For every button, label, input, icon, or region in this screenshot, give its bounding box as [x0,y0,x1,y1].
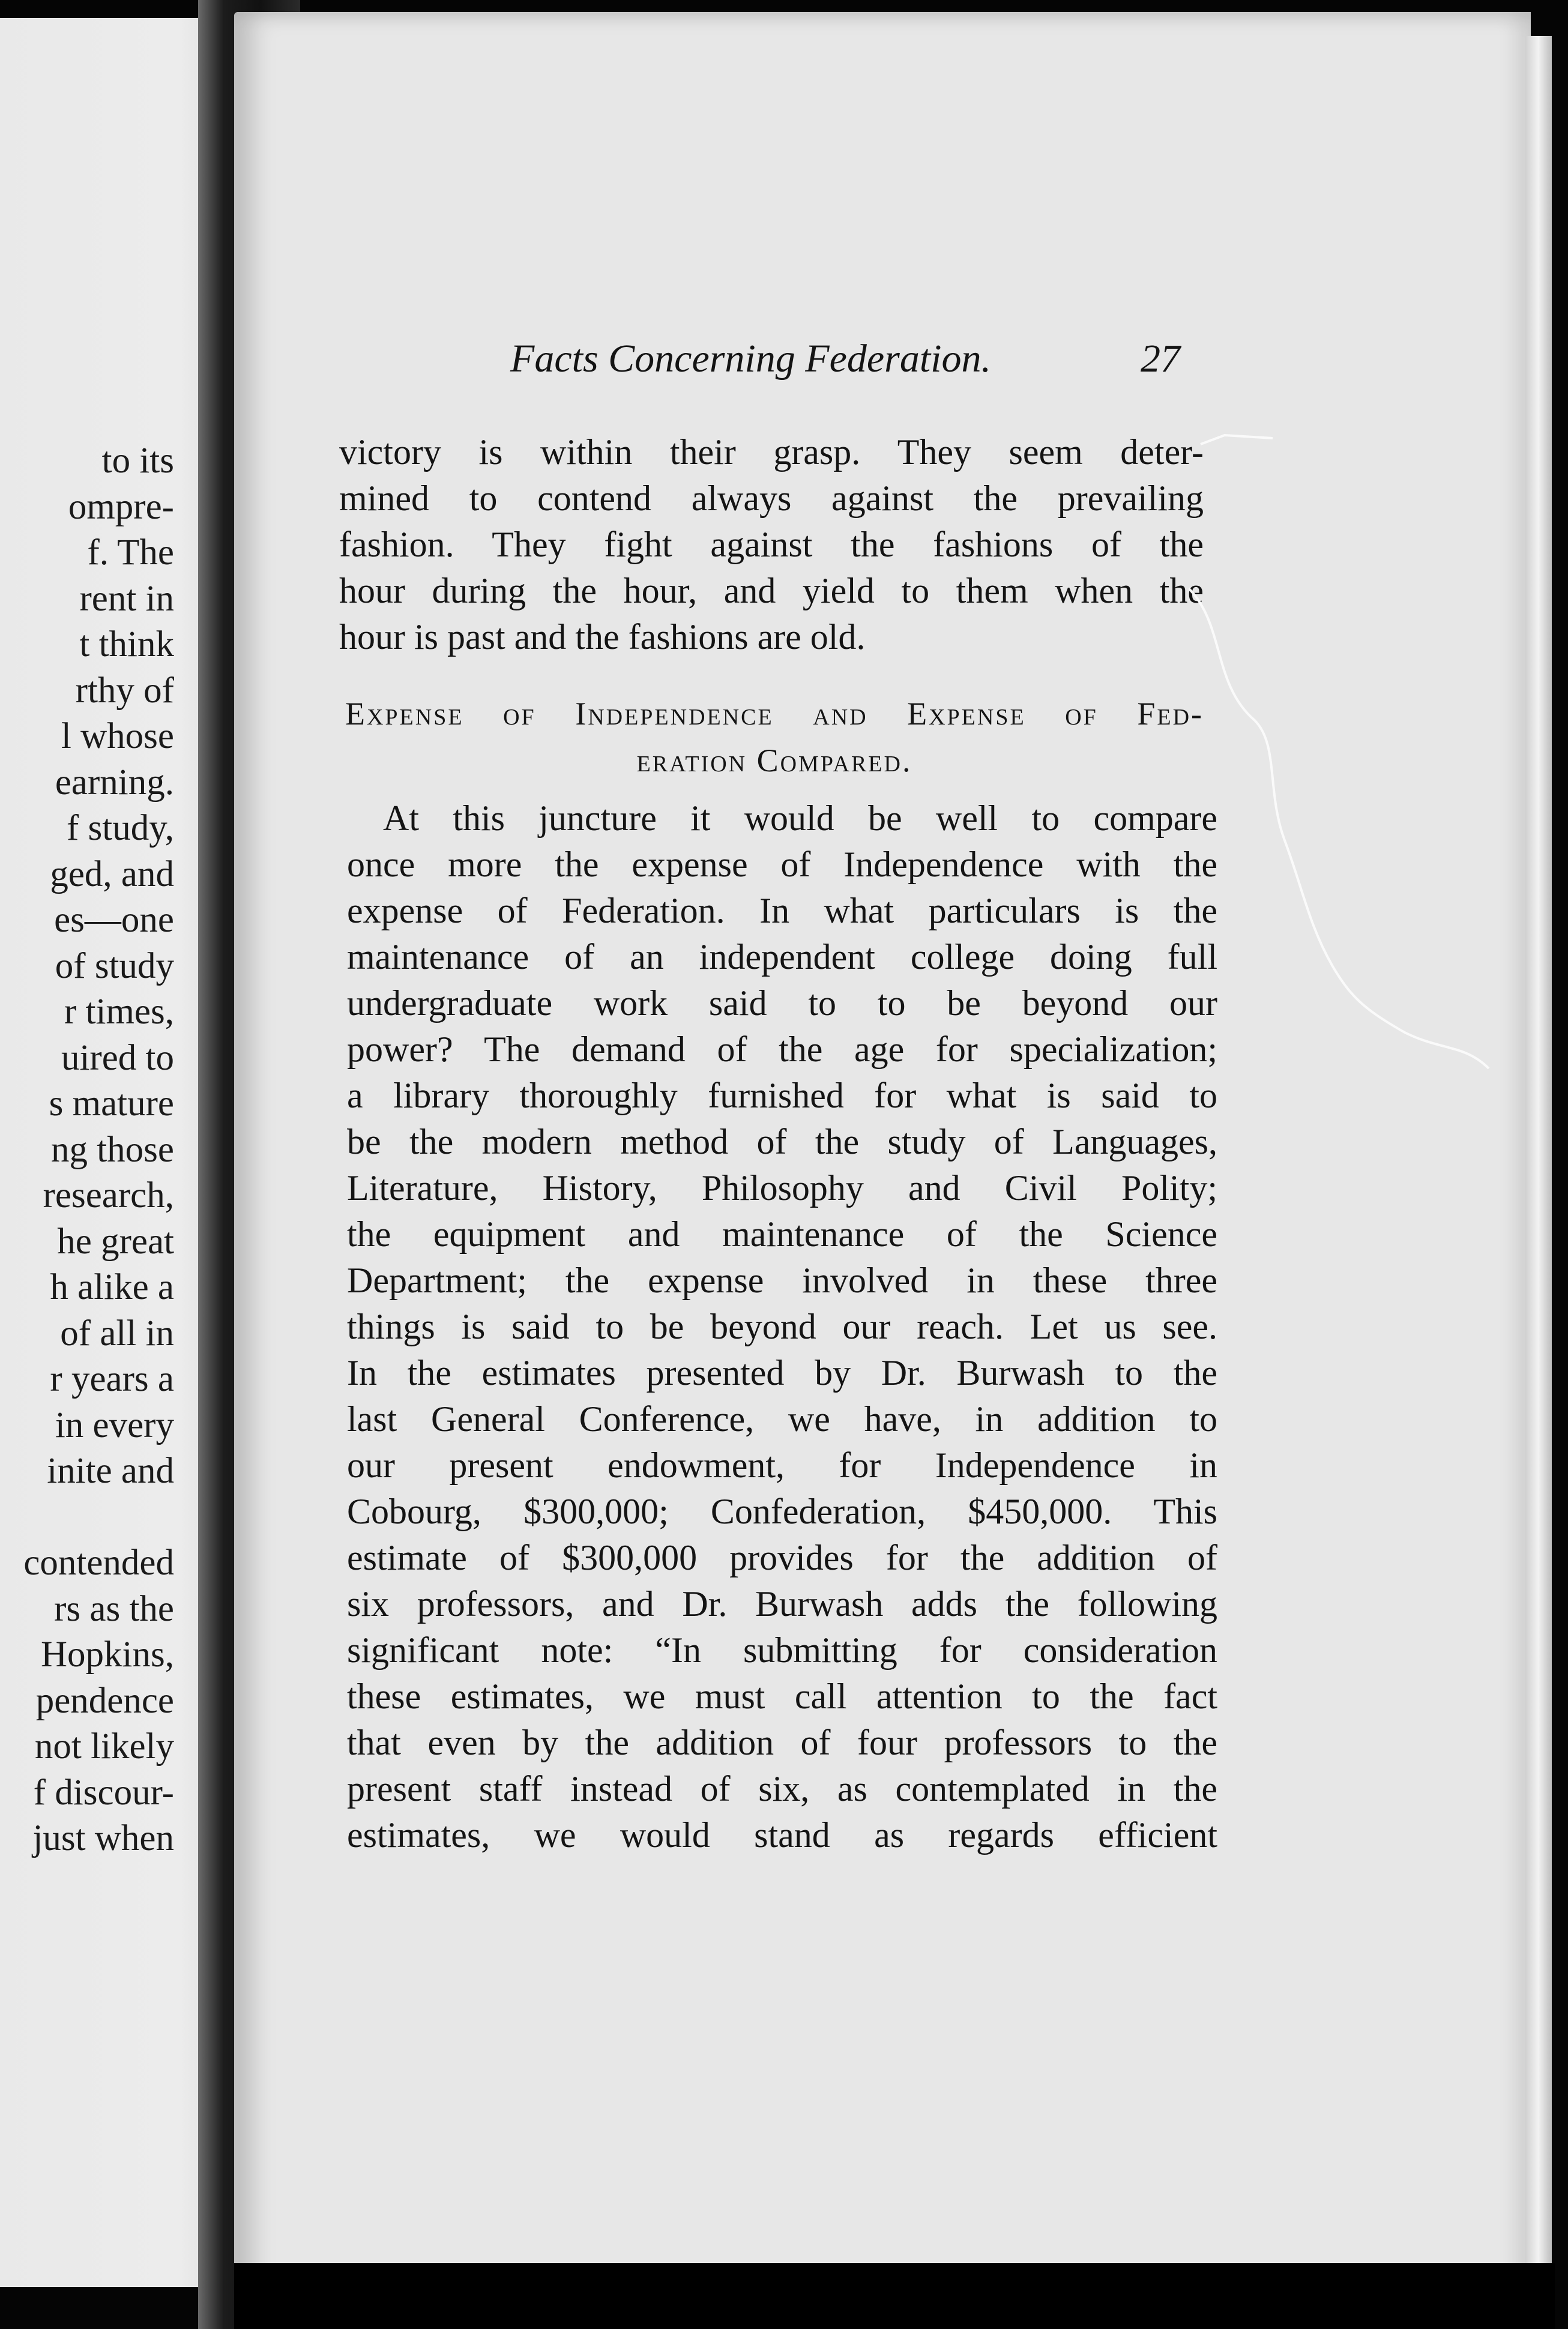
left-page-line: ged, and [50,854,174,894]
text-line: estimate of $300,000 provides for the addition of [347,1538,1217,1577]
left-page-line: uired to [61,1037,174,1078]
left-page-line: f. The [87,532,174,573]
text-line: Department; the expense involved in these three [347,1261,1217,1300]
left-page-line: f discour- [33,1772,174,1813]
left-page-line: l whose [61,716,174,756]
text-line: power? The demand of the age for specialization; [347,1029,1217,1069]
text-line: last General Conference, we have, in addition to [347,1399,1217,1439]
text-line: things is said to be beyond our reach. Let us see. [347,1307,1217,1346]
text-line: present staff instead of six, as contemplated in the [347,1769,1217,1809]
text-line: fashion. They fight against the fashions of the [339,525,1204,564]
page-number: 27 [1141,337,1180,381]
left-page-line: earning. [55,762,174,803]
left-page-line: not likely [34,1726,174,1767]
text-line: expense of Federation. In what particulars is the [347,891,1217,930]
running-head: Facts Concerning Federation. [510,337,992,381]
text-line: hour during the hour, and yield to them when the [339,571,1204,610]
text-line: Cobourg, $300,000; Confederation, $450,000. This [347,1492,1217,1531]
text-line: be the modern method of the study of Languages, [347,1122,1217,1161]
left-page-line: t think [79,624,174,664]
text-line: the equipment and maintenance of the Science [347,1214,1217,1254]
text-line: estimates, we would stand as regards efficient [347,1815,1217,1855]
left-page-line: r years a [50,1359,174,1399]
paragraph-1 [339,429,1204,660]
left-page-line: research, [43,1175,174,1216]
left-page-line: to its [101,441,174,481]
left-page-line: in every [55,1405,174,1445]
left-page-line: rthy of [75,670,174,711]
text-line: our present endowment, for Independence in [347,1445,1217,1485]
left-page-line: contended [23,1543,174,1583]
left-page-line: h alike a [50,1267,174,1307]
left-page-line: rent in [79,578,174,619]
left-page-line: pendence [35,1680,174,1721]
text-line: a library thoroughly furnished for what is said to [347,1076,1217,1115]
text-line: six professors, and Dr. Burwash adds the following [347,1584,1217,1624]
page-edge [1525,36,1552,2281]
left-page-line: he great [57,1221,174,1262]
text-line: undergraduate work said to to be beyond our [347,983,1217,1023]
text-line: these estimates, we must call attention to the fact [347,1677,1217,1716]
left-page-line: inite and [47,1451,174,1491]
left-page-line: just when [32,1818,174,1858]
text-line: significant note: “In submitting for consideration [347,1630,1217,1670]
left-page-line: es—one [54,900,174,940]
text-line: hour is past and the fashions are old. [339,617,866,657]
text-line: mined to contend always against the prevailing [339,478,1204,518]
left-page-line: rs as the [54,1588,174,1629]
paragraph-2 [347,795,1217,1858]
section-heading-line: eration Compared. [636,743,912,779]
left-page-line: r times, [64,992,174,1032]
left-page-line: ompre- [68,486,174,527]
left-page-line: f study, [66,808,174,848]
left-page-line: ng those [50,1129,174,1170]
text-line: victory is within their grasp. They seem deter- [339,432,1204,472]
text-line: once more the expense of Independence with the [347,845,1217,884]
section-heading-line: Expense of Independence and Expense of Fed- [345,696,1204,732]
paper-crack-mark [1189,432,1501,1152]
text-line: At this juncture it would be well to compare [383,798,1217,838]
scan-bottom-edge [234,2263,1555,2329]
text-line: maintenance of an independent college doing full [347,937,1217,977]
section-heading [345,690,1204,784]
text-line: In the estimates presented by Dr. Burwash to the [347,1353,1217,1393]
text-line: that even by the addition of four professors to the [347,1723,1217,1762]
left-page-line: of study [55,945,174,986]
text-line: Literature, History, Philosophy and Civil Polity; [347,1168,1217,1208]
left-page-line: s mature [49,1083,174,1124]
left-page-line: of all in [60,1313,174,1354]
left-page-line: Hopkins, [41,1635,174,1675]
